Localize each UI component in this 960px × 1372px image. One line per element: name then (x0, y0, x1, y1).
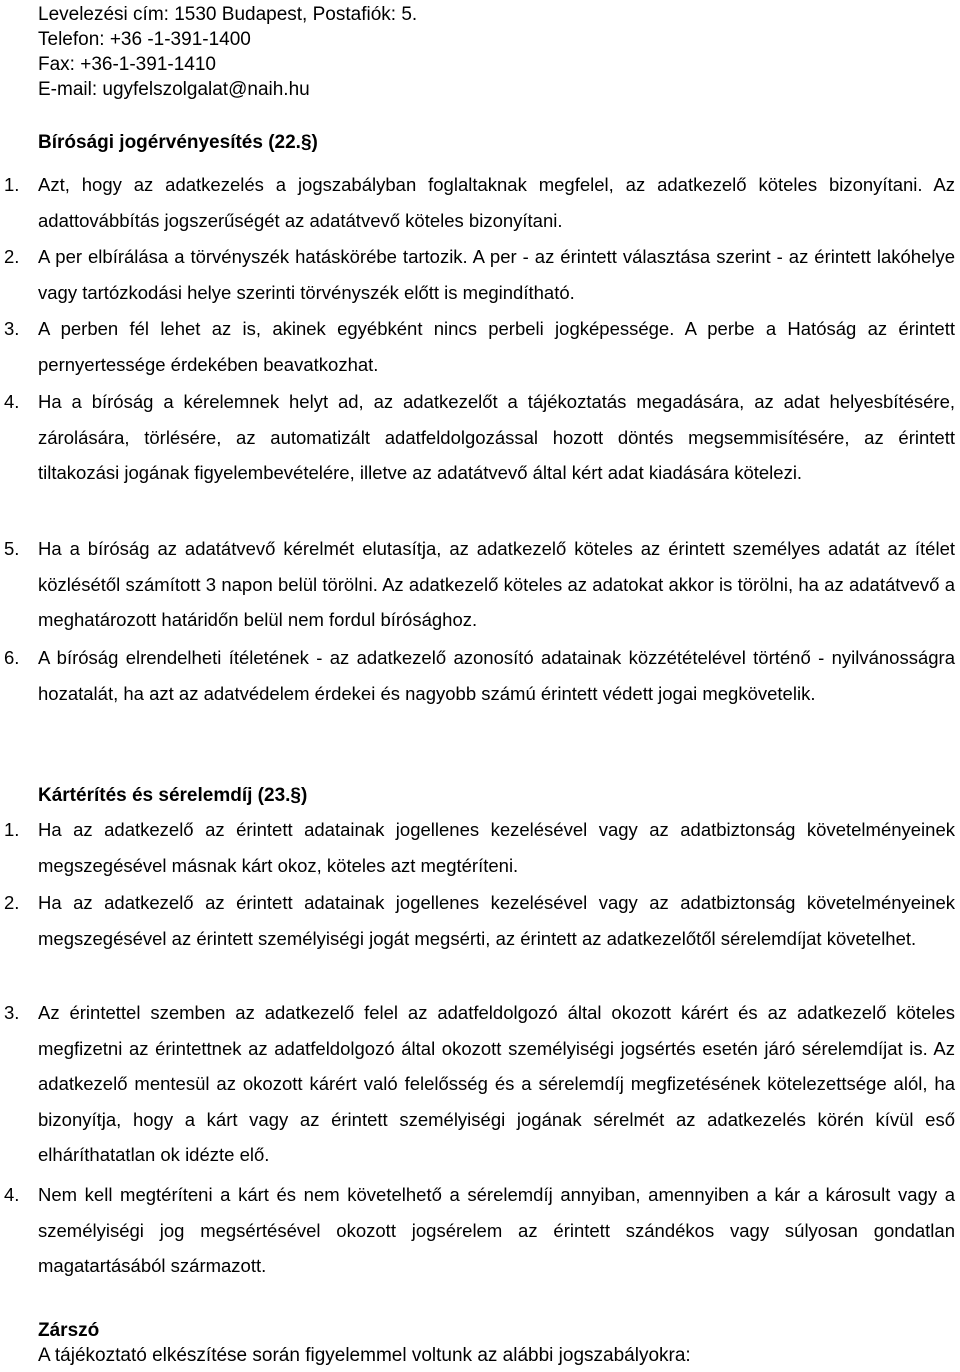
list-item-number: 6. (4, 647, 20, 668)
list-item (4, 995, 955, 1173)
list-item-text: Azt, hogy az adatkezelés a jogszabályban foglaltaknak megfelel, az adatkezelő köteles bizonyítani. Az adattovábbítás jogszerűségét az adatátvevő köteles bizonyítani. (38, 174, 955, 231)
list-item-text: A per elbírálása a törvényszék hatáskörébe tartozik. A per - az érintett választása szerint - az érintett lakóhelye vagy tartózkodási helye szerinti törvényszék előtt is megindítható. (38, 246, 955, 303)
list-item (4, 812, 955, 883)
list-item-text: Ha a bíróság az adatátvevő kérelmét elutasítja, az adatkezelő köteles az érintett személyes adatát az ítélet közlésétől számított 3 napon belül törölni. Az adatkezelő köteles az adatokat akkor is törölni, ha az adatátvevő a meghatározott határidőn belül nem fordul bírósághoz. (38, 538, 955, 630)
list-item-text: A bíróság elrendelheti ítéletének - az adatkezelő azonosító adatainak közzétételével történő - nyilvánosságra hozatalát, ha azt az adatvédelem érdekei és nagyobb számú érintett védett jogai megkövetelik. (38, 647, 955, 704)
list-item-number: 4. (4, 1184, 20, 1205)
list-item (4, 239, 955, 310)
contact-fax: Fax: +36-1-391-1410 (38, 54, 216, 75)
list-item (4, 167, 955, 238)
section-heading-judicial-enforcement: Bírósági jogérvényesítés (22.§) (38, 132, 318, 153)
section-heading-closing: Zárszó (38, 1320, 100, 1341)
list-item (4, 531, 955, 638)
contact-email: E-mail: ugyfelszolgalat@naih.hu (38, 79, 310, 100)
contact-phone: Telefon: +36 -1-391-1400 (38, 29, 251, 50)
list-item (4, 311, 955, 382)
list-item-text: Ha az adatkezelő az érintett adatainak jogellenes kezelésével vagy az adatbiztonság követelményeinek megszegésével az érintett személyiségi jogát megsérti, az érintett az adatkezelőtől sérelemdíjat követelhet. (38, 892, 955, 949)
list-item (4, 384, 955, 491)
list-item-text: A perben fél lehet az is, akinek egyébként nincs perbeli jogképessége. A perbe a Hatóság az érintett pernyertessége érdekében beavatkozhat. (38, 318, 955, 375)
list-item-number: 3. (4, 1002, 20, 1023)
contact-block (38, 2, 417, 102)
list-item (4, 640, 955, 711)
list-item (4, 885, 955, 956)
list-item-text: Az érintettel szemben az adatkezelő felel az adatfeldolgozó által okozott kárért és az adatkezelő köteles megfizetni az érintettnek az adatfeldolgozó által okozott személyiségi jogsértés esetén járó sérelemdíjat is. Az adatkezelő mentesül az okozott kárért való felelősség és a sérelemdíj megfizetésének kötelezettsége alól, ha bizonyítja, hogy a kárt vagy az érintett személyiségi jogának sérelmét az adatkezelés körén kívül eső elháríthatatlan ok idézte elő. (38, 1002, 955, 1165)
closing-text: A tájékoztató elkészítése során figyelemmel voltunk az alábbi jogszabályokra: (38, 1345, 691, 1366)
list-item-number: 1. (4, 819, 20, 840)
list-item-number: 4. (4, 391, 20, 412)
section-heading-damages: Kártérítés és sérelemdíj (23.§) (38, 785, 308, 806)
list-item-text: Ha a bíróság a kérelemnek helyt ad, az adatkezelőt a tájékoztatás megadására, az adat helyesbítésére, zárolására, törlésére, az automatizált adatfeldolgozással hozott döntés megsemmisítésére, az érintett tiltakozási jogának figyelembevételére, illetve az adatátvevő által kért adat kiadására kötelezi. (38, 391, 955, 483)
list-item-number: 5. (4, 538, 20, 559)
list-item-number: 2. (4, 892, 20, 913)
list-item-text: Nem kell megtéríteni a kárt és nem követelhető a sérelemdíj annyiban, amennyiben a kár a károsult vagy a személyiségi jog megsértésével okozott jogsérelem az érintett szándékos vagy súlyosan gondatlan magatartásából származott. (38, 1184, 955, 1276)
list-item-number: 1. (4, 174, 20, 195)
list-item (4, 1177, 955, 1284)
list-item-number: 2. (4, 246, 20, 267)
list-item-number: 3. (4, 318, 20, 339)
contact-address: Levelezési cím: 1530 Budapest, Postafiók: 5. (38, 4, 418, 25)
list-item-text: Ha az adatkezelő az érintett adatainak jogellenes kezelésével vagy az adatbiztonság követelményeinek megszegésével másnak kárt okoz, köteles azt megtéríteni. (38, 819, 955, 876)
